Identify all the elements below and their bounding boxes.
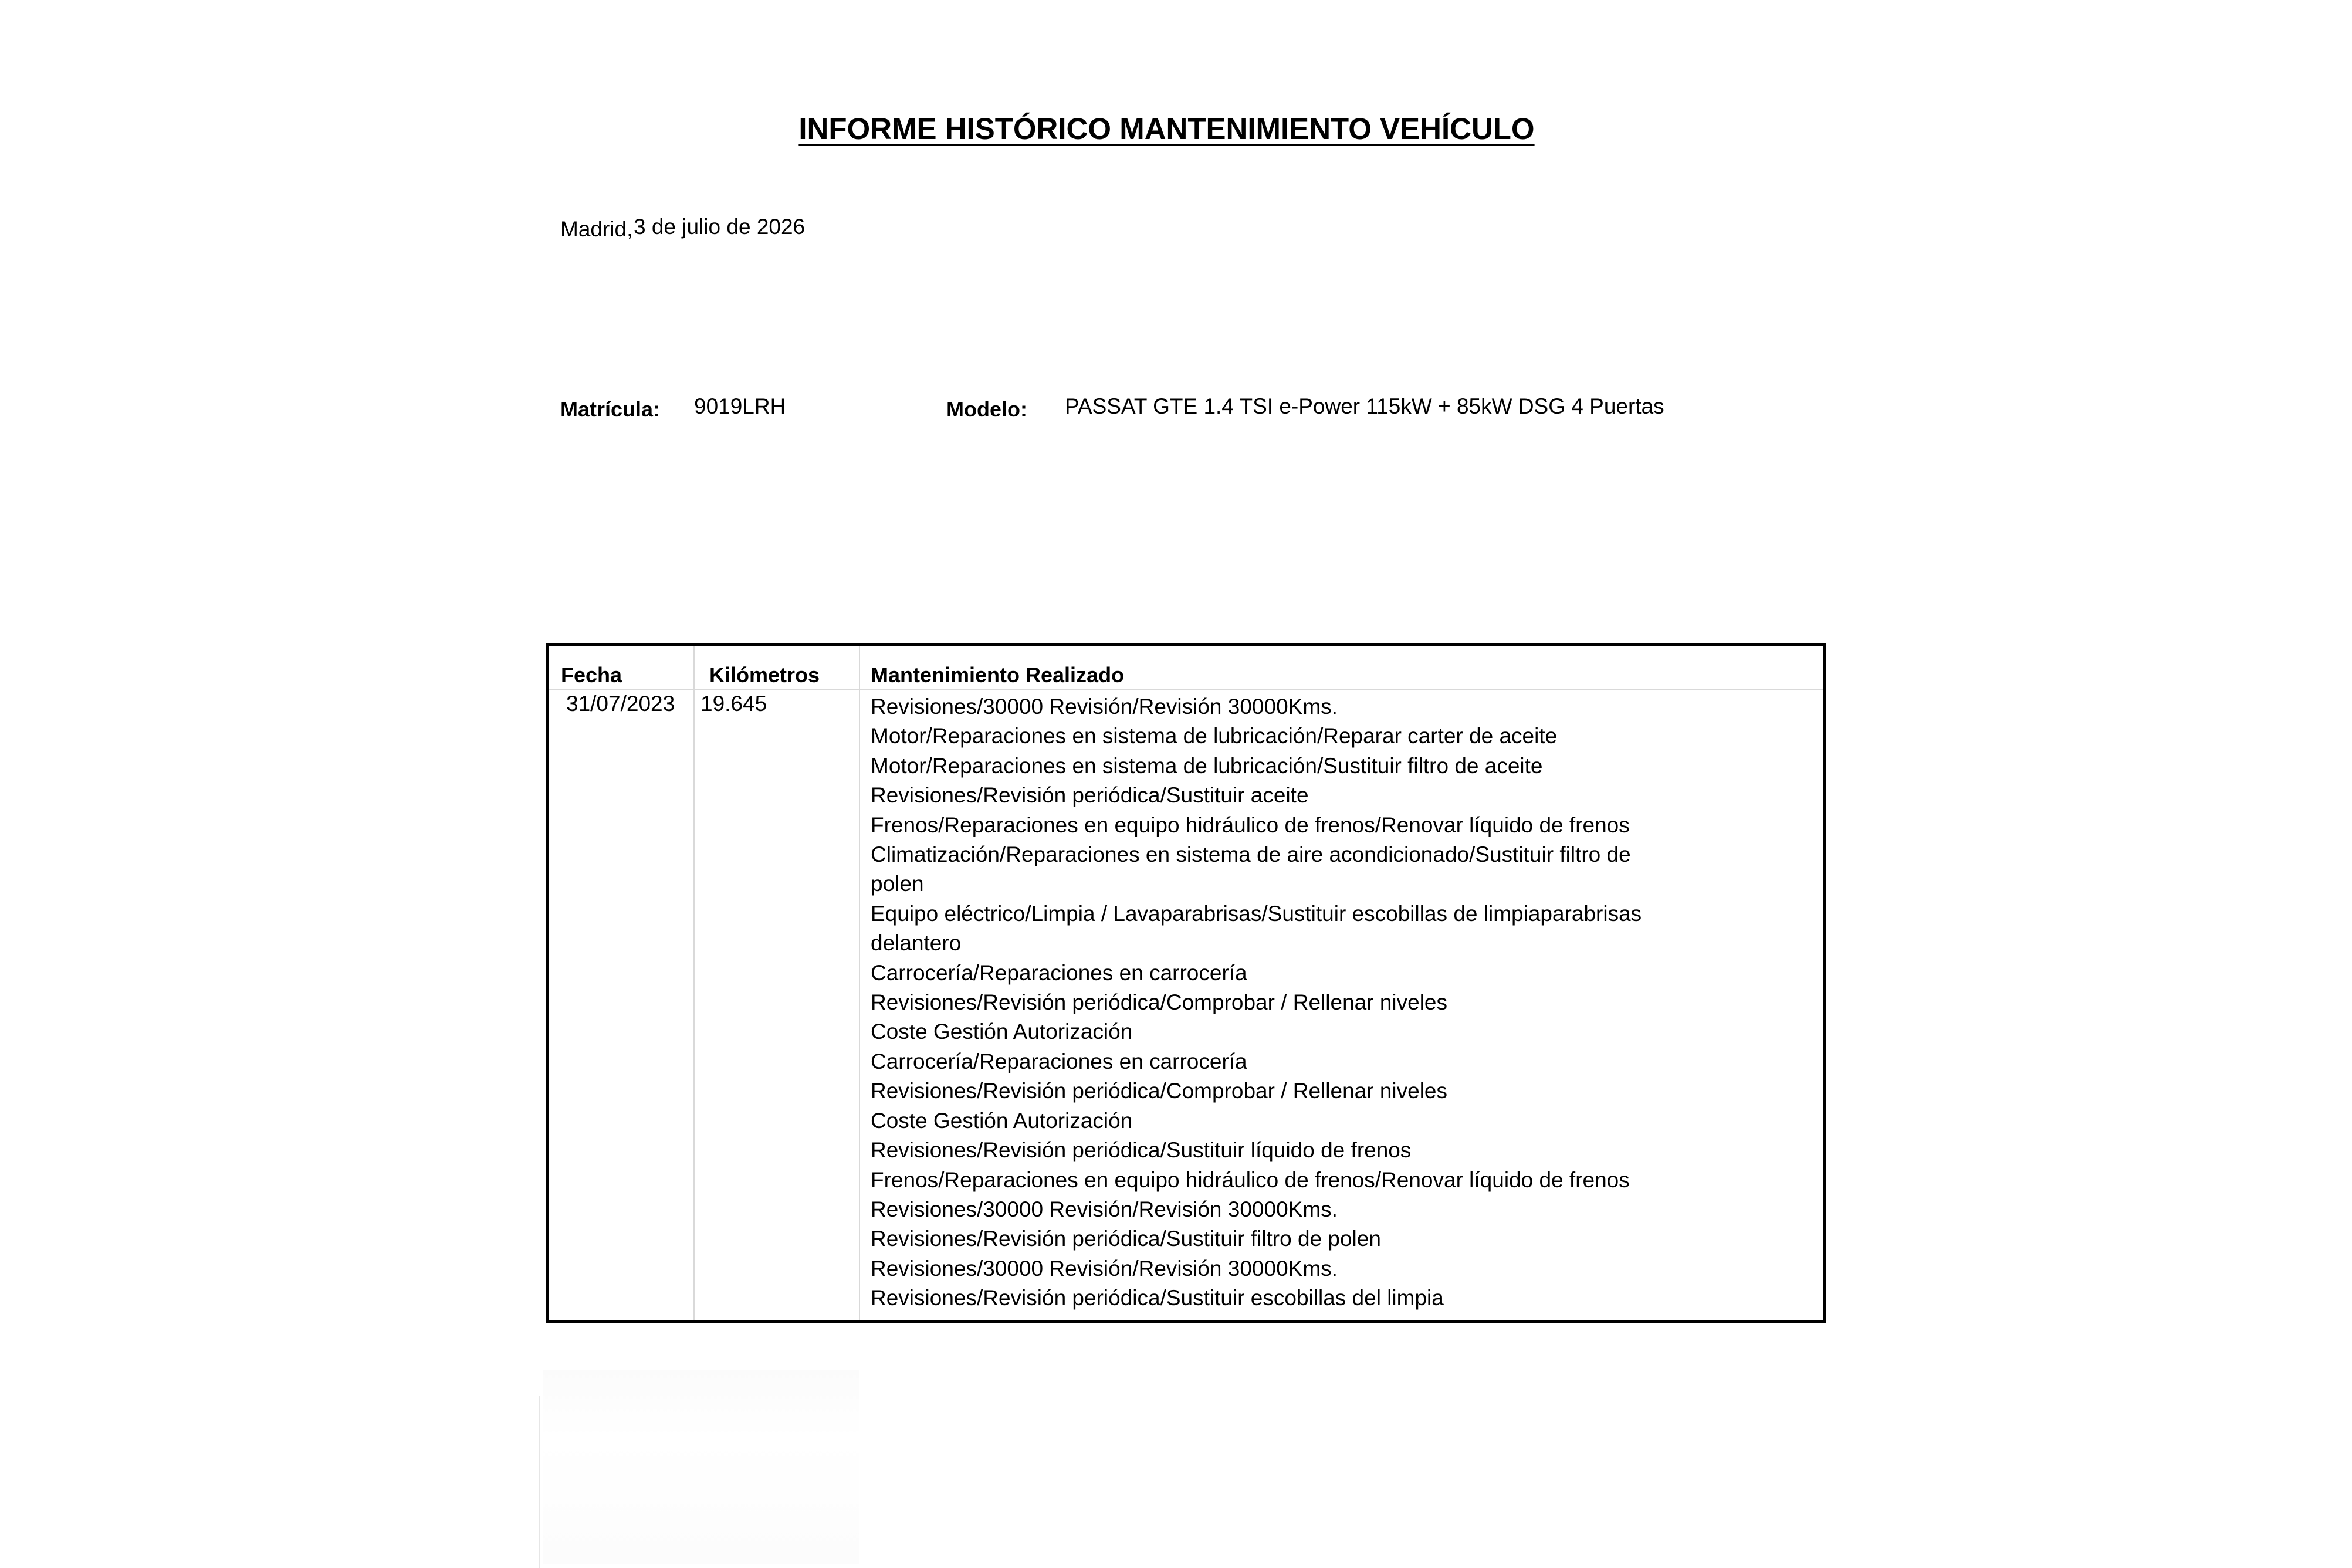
- maintenance-item: Carrocería/Reparaciones en carrocería: [871, 960, 1247, 985]
- maintenance-item: Frenos/Reparaciones en equipo hidráulico de frenos/Renovar líquido de frenos: [871, 812, 1630, 837]
- report-title: INFORME HISTÓRICO MANTENIMIENTO VEHÍCULO: [798, 112, 1535, 145]
- header-maintenance: Mantenimiento Realizado: [871, 663, 1125, 687]
- maintenance-item: Coste Gestión Autorización: [871, 1108, 1133, 1133]
- report-date: 3 de julio de 2026: [634, 215, 806, 239]
- header-km: Kilómetros: [709, 663, 820, 687]
- maintenance-item: Carrocería/Reparaciones en carrocería: [871, 1049, 1247, 1073]
- maintenance-item: Revisiones/Revisión periódica/Sustituir escobillas del limpia: [871, 1286, 1444, 1310]
- maintenance-item: Climatización/Reparaciones en sistema de aire acondicionado/Sustituir filtro de: [871, 842, 1631, 867]
- scan-artifact: [543, 1370, 859, 1564]
- scan-artifact-line: [539, 1396, 540, 1568]
- row-date: 31/07/2023: [566, 692, 675, 716]
- maintenance-item: Revisiones/30000 Revisión/Revisión 30000Kms.: [871, 1256, 1338, 1281]
- model-label: Modelo:: [946, 397, 1027, 421]
- maintenance-item: Revisiones/30000 Revisión/Revisión 30000Kms.: [871, 1197, 1338, 1221]
- maintenance-item: Motor/Reparaciones en sistema de lubricación/Sustituir filtro de aceite: [871, 753, 1543, 778]
- maintenance-table: [546, 643, 1826, 1323]
- column-divider: [693, 646, 695, 1320]
- maintenance-item: Motor/Reparaciones en sistema de lubricación/Reparar carter de aceite: [871, 724, 1558, 749]
- maintenance-item: Coste Gestión Autorización: [871, 1020, 1133, 1044]
- maintenance-item: Revisiones/Revisión periódica/Sustituir aceite: [871, 783, 1309, 808]
- maintenance-item: Revisiones/Revisión periódica/Comprobar / Rellenar niveles: [871, 1079, 1448, 1103]
- plate-label: Matrícula:: [560, 397, 661, 421]
- maintenance-item: Equipo eléctrico/Limpia / Lavaparabrisas/Sustituir escobillas de limpiaparabrisas: [871, 901, 1642, 926]
- maintenance-item: Revisiones/Revisión periódica/Sustituir líquido de frenos: [871, 1138, 1412, 1163]
- header-divider: [549, 689, 1823, 690]
- report-place: Madrid,: [560, 217, 633, 241]
- maintenance-item: Revisiones/Revisión periódica/Sustituir filtro de polen: [871, 1227, 1381, 1251]
- maintenance-item: Revisiones/30000 Revisión/Revisión 30000Kms.: [871, 695, 1338, 719]
- maintenance-item: delantero: [871, 931, 962, 956]
- header-date: Fecha: [561, 663, 622, 687]
- maintenance-list: [871, 692, 1642, 1313]
- maintenance-item: polen: [871, 872, 924, 896]
- column-divider: [859, 646, 860, 1320]
- row-km: 19.645: [700, 692, 767, 716]
- plate-value: 9019LRH: [694, 394, 786, 418]
- maintenance-item: Frenos/Reparaciones en equipo hidráulico de frenos/Renovar líquido de frenos: [871, 1167, 1630, 1192]
- maintenance-item: Revisiones/Revisión periódica/Comprobar / Rellenar niveles: [871, 990, 1448, 1015]
- model-value: PASSAT GTE 1.4 TSI e-Power 115kW + 85kW DSG 4 Puertas: [1065, 394, 1664, 418]
